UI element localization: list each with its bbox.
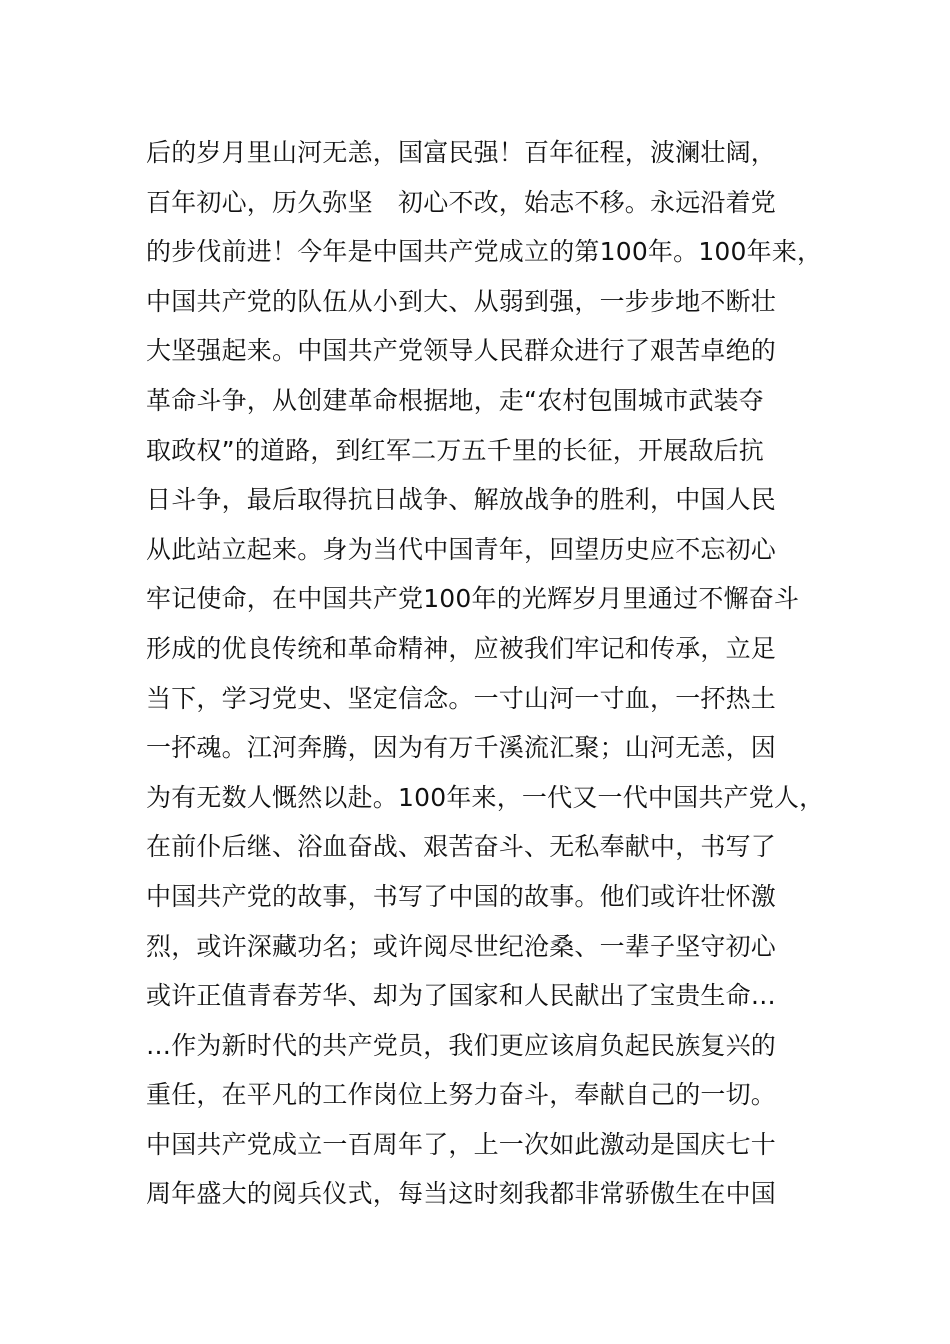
text-line: 大坚强起来。中国共产党领导人民群众进行了艰苦卓绝的: [146, 336, 777, 366]
text-line: 中国共产党的故事，书写了中国的故事。他们或许壮怀激: [146, 881, 777, 911]
text-line: 一抔魂。江河奔腾，因为有万千溪流汇聚；山河无恙，因: [146, 733, 777, 763]
body-text: [146, 128, 836, 1219]
text-line: 在前仆后继、浴血奋战、艰苦奋斗、无私奉献中，书写了: [146, 832, 777, 862]
text-line: 日斗争，最后取得抗日战争、解放战争的胜利，中国人民: [146, 485, 777, 515]
text-line: 当下，学习党史、坚定信念。一寸山河一寸血，一抔热土: [146, 683, 777, 713]
text-line: 周年盛大的阅兵仪式，每当这时刻我都非常骄傲生在中国: [146, 1179, 777, 1209]
text-line: 烈，或许深藏功名；或许阅尽世纪沧桑、一辈子坚守初心: [146, 931, 777, 961]
text-line: 百年初心，历久弥坚 初心不改，始志不移。永远沿着党: [146, 187, 777, 217]
text-line: 的步伐前进！今年是中国共产党成立的第100年。100年来，: [146, 237, 823, 267]
text-line: 牢记使命，在中国共产党100年的光辉岁月里通过不懈奋斗: [146, 584, 800, 614]
text-line: 后的岁月里山河无恙，国富民强！百年征程，波澜壮阔，: [146, 138, 777, 167]
text-line: 中国共产党成立一百周年了，上一次如此激动是国庆七十: [146, 1129, 777, 1159]
text-line: 中国共产党的队伍从小到大、从弱到强，一步步地不断壮: [146, 286, 777, 316]
text-line: 革命斗争，从创建革命根据地，走“农村包围城市武装夺: [146, 385, 764, 415]
text-line: 重任，在平凡的工作岗位上努力奋斗，奉献自己的一切。: [146, 1080, 777, 1110]
text-line: 或许正值青春芳华、却为了国家和人民献出了宝贵生命…: [146, 981, 777, 1011]
text-line: 从此站立起来。身为当代中国青年，回望历史应不忘初心: [146, 534, 777, 564]
text-line: 为有无数人慨然以赴。100年来，一代又一代中国共产党人，: [146, 782, 825, 812]
text-line: 形成的优良传统和革命精神，应被我们牢记和传承，立足: [146, 633, 777, 663]
text-line: 取政权”的道路，到红军二万五千里的长征，开展敌后抗: [146, 435, 764, 465]
text-line: …作为新时代的共产党员，我们更应该肩负起民族复兴的: [146, 1030, 777, 1060]
